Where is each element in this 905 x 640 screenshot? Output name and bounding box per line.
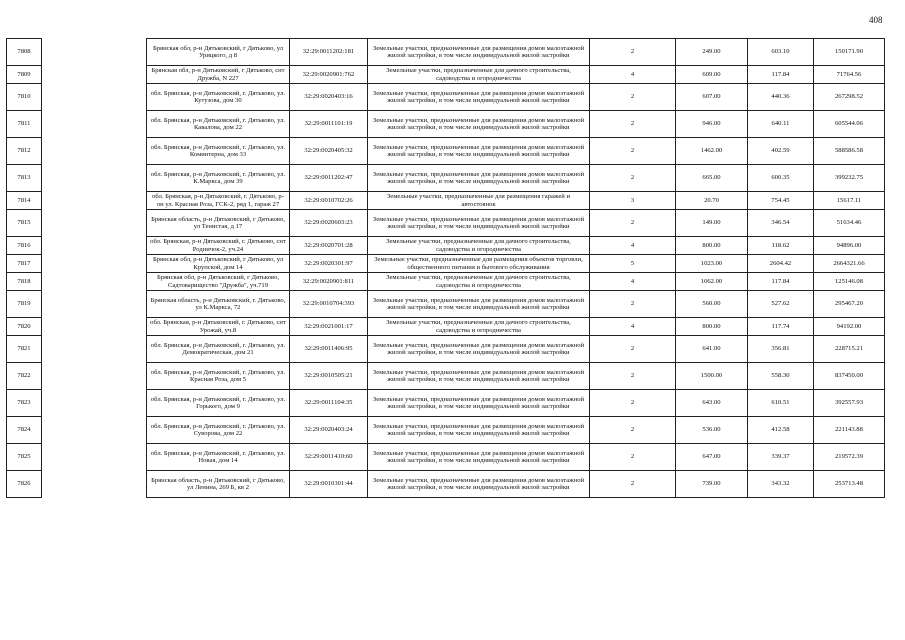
address-cell: Брянская область, р-н Дятьковский, г Дятьково, ул Ленина, 269 Б, кв 2 [147,471,290,498]
land-purpose-cell: Земельные участки, предназначенные для размещения домов малоэтажной жилой застройки, в том числе индивидуальной жилой застройки [368,444,590,471]
land-purpose-cell: Земельные участки, предназначенные для дачного строительства, садоводства и огородничества [368,237,590,255]
purpose-group-cell: 5 [590,255,676,273]
gap-cell [42,390,147,417]
area-cell: 665.00 [676,165,748,192]
gap-cell [42,138,147,165]
table-row [7,291,885,318]
purpose-group-cell: 2 [590,471,676,498]
cadastral-number-cell: 32:29:0010702:26 [290,192,368,210]
cadastral-value-table [6,38,885,498]
specific-value-cell: 640.11 [748,111,814,138]
area-cell: 800.00 [676,318,748,336]
purpose-group-cell: 2 [590,336,676,363]
area-cell: 739.00 [676,471,748,498]
area-cell: 1062.00 [676,273,748,291]
row-number: 7824 [7,417,42,444]
cadastral-number-cell: 32:29:0021001:17 [290,318,368,336]
cadastral-number-cell: 32:29:0011410:60 [290,444,368,471]
land-purpose-cell: Земельные участки, предназначенные для размещения домов малоэтажной жилой застройки, в том числе индивидуальной жилой застройки [368,111,590,138]
address-cell: обл. Брянская, р-н Дятьковский, г. Дятьково, ул. Кутузова, дом 30 [147,84,290,111]
land-purpose-cell: Земельные участки, предназначенные для дачного строительства, садоводства и огородничества [368,318,590,336]
land-purpose-cell: Земельные участки, предназначенные для размещения домов малоэтажной жилой застройки, в том числе индивидуальной жилой застройки [368,210,590,237]
address-cell: Брянская обл, р-н Дятьковский, г Дятьково, снт Дружба, N 227 [147,66,290,84]
purpose-group-cell: 2 [590,39,676,66]
gap-cell [42,210,147,237]
row-number: 7817 [7,255,42,273]
specific-value-cell: 412.58 [748,417,814,444]
address-cell: обл. Брянская, р-н Дятьковский, г. Дятьково, снт Родничок-2, уч.24 [147,237,290,255]
area-cell: 249.00 [676,39,748,66]
cadastral-value-cell: 837450.00 [814,363,885,390]
gap-cell [42,336,147,363]
purpose-group-cell: 4 [590,66,676,84]
table-row [7,192,885,210]
gap-cell [42,291,147,318]
specific-value-cell: 117.84 [748,273,814,291]
gap-cell [42,111,147,138]
address-cell: обл. Брянская, р-н Дятьковский, г. Дятьково, ул. Новая, дом 14 [147,444,290,471]
row-number: 7808 [7,39,42,66]
specific-value-cell: 527.62 [748,291,814,318]
address-cell: обл. Брянская, р-н Дятьковский, г. Дятьково, ул. Коминтерна, дом 33 [147,138,290,165]
table-row [7,237,885,255]
cadastral-number-cell: 32:29:0020701:28 [290,237,368,255]
cadastral-value-cell: 125146.08 [814,273,885,291]
row-number: 7810 [7,84,42,111]
cadastral-number-cell: 32:29:0011101:19 [290,111,368,138]
specific-value-cell: 402.59 [748,138,814,165]
row-number: 7811 [7,111,42,138]
cadastral-number-cell: 32:29:0020403:24 [290,417,368,444]
area-cell: 20.70 [676,192,748,210]
purpose-group-cell: 2 [590,363,676,390]
row-number: 7823 [7,390,42,417]
cadastral-value-cell: 392557.93 [814,390,885,417]
address-cell: обл. Брянская, р-н Дятьковский, г. Дятьково, ул. Кавалова, дом 22 [147,111,290,138]
area-cell: 1462.00 [676,138,748,165]
cadastral-value-cell: 605544.06 [814,111,885,138]
address-cell: Брянская область, р-н Дятьковский, г Дятьково, ул Тенистая, д 17 [147,210,290,237]
area-cell: 643.00 [676,390,748,417]
gap-cell [42,84,147,111]
cadastral-value-cell: 399232.75 [814,165,885,192]
cadastral-number-cell: 32:29:0020901:762 [290,66,368,84]
address-cell: обл. Брянская, р-н Дятьковский, г. Дятьково, ул. К.Маркса, дом 39 [147,165,290,192]
specific-value-cell: 2604.42 [748,255,814,273]
table-row [7,138,885,165]
row-number: 7822 [7,363,42,390]
specific-value-cell: 754.45 [748,192,814,210]
purpose-group-cell: 3 [590,192,676,210]
purpose-group-cell: 2 [590,390,676,417]
gap-cell [42,318,147,336]
row-number: 7821 [7,336,42,363]
row-number: 7820 [7,318,42,336]
area-cell: 607.00 [676,84,748,111]
area-cell: 609.00 [676,66,748,84]
purpose-group-cell: 4 [590,318,676,336]
purpose-group-cell: 2 [590,138,676,165]
area-cell: 946.00 [676,111,748,138]
cadastral-number-cell: 32:29:0010301:44 [290,471,368,498]
cadastral-value-cell: 2664321.66 [814,255,885,273]
gap-cell [42,444,147,471]
purpose-group-cell: 2 [590,165,676,192]
table-row [7,210,885,237]
specific-value-cell: 558.30 [748,363,814,390]
cadastral-number-cell: 32:29:0020301:97 [290,255,368,273]
area-cell: 647.00 [676,444,748,471]
address-cell: обл. Брянская, р-н Дятьковский, г. Дятьково, снт Урожай, уч.8 [147,318,290,336]
table-row [7,111,885,138]
purpose-group-cell: 2 [590,417,676,444]
cadastral-number-cell: 32:29:0011406:95 [290,336,368,363]
row-number: 7815 [7,210,42,237]
cadastral-value-cell: 94192.00 [814,318,885,336]
cadastral-number-cell: 32:29:0011202:47 [290,165,368,192]
area-cell: 560.00 [676,291,748,318]
cadastral-number-cell: 32:29:0020405:32 [290,138,368,165]
specific-value-cell: 610.51 [748,390,814,417]
gap-cell [42,39,147,66]
cadastral-value-cell: 228715.21 [814,336,885,363]
table-row [7,66,885,84]
specific-value-cell: 117.74 [748,318,814,336]
address-cell: Брянская обл, р-н Дятьковский, г Дятьково, ул Крупской, дом 14 [147,255,290,273]
land-purpose-cell: Земельные участки, предназначенные для размещения домов малоэтажной жилой застройки, в том числе индивидуальной жилой застройки [368,390,590,417]
land-purpose-cell: Земельные участки, предназначенные для размещения домов малоэтажной жилой застройки, в том числе индивидуальной жилой застройки [368,336,590,363]
cadastral-number-cell: 32:29:0011202:181 [290,39,368,66]
area-cell: 800.00 [676,237,748,255]
cadastral-number-cell: 32:29:0010505:21 [290,363,368,390]
cadastral-value-cell: 267298.52 [814,84,885,111]
cadastral-value-cell: 253713.48 [814,471,885,498]
cadastral-value-cell: 94896.00 [814,237,885,255]
table-row [7,336,885,363]
row-number: 7814 [7,192,42,210]
specific-value-cell: 440.36 [748,84,814,111]
row-number: 7819 [7,291,42,318]
purpose-group-cell: 4 [590,273,676,291]
address-cell: обл. Брянская, р-н Дятьковский, г. Дятьково, ул. Суворова, дом 22 [147,417,290,444]
row-number: 7825 [7,444,42,471]
land-purpose-cell: Земельные участки, предназначенные для дачного строительства, садоводства и огородничества [368,273,590,291]
address-cell: обл. Брянская, р-н Дятьковский, г. Дятьково, р-он ул. Красная Роза, ГСК-2, ряд 1, гараж 27 [147,192,290,210]
specific-value-cell: 356.81 [748,336,814,363]
area-cell: 641.00 [676,336,748,363]
table-row [7,390,885,417]
specific-value-cell: 600.35 [748,165,814,192]
table-row [7,444,885,471]
gap-cell [42,165,147,192]
cadastral-number-cell: 32:29:0020901:811 [290,273,368,291]
land-purpose-cell: Земельные участки, предназначенные для размещения домов малоэтажной жилой застройки, в том числе индивидуальной жилой застройки [368,84,590,111]
land-purpose-cell: Земельные участки, предназначенные для размещения домов малоэтажной жилой застройки, в том числе индивидуальной жилой застройки [368,363,590,390]
land-purpose-cell: Земельные участки, предназначенные для размещения объектов торговли, общественного питания и бытового обслуживания [368,255,590,273]
table-row [7,255,885,273]
purpose-group-cell: 2 [590,291,676,318]
table-row [7,318,885,336]
specific-value-cell: 603.10 [748,39,814,66]
specific-value-cell: 343.32 [748,471,814,498]
cadastral-value-cell: 219572.39 [814,444,885,471]
cadastral-value-cell: 221143.88 [814,417,885,444]
table-body [7,39,885,498]
row-number: 7818 [7,273,42,291]
specific-value-cell: 339.37 [748,444,814,471]
specific-value-cell: 117.84 [748,66,814,84]
gap-cell [42,363,147,390]
area-cell: 536.00 [676,417,748,444]
purpose-group-cell: 2 [590,111,676,138]
table-row [7,363,885,390]
cadastral-number-cell: 32:29:0020603:23 [290,210,368,237]
area-cell: 149.00 [676,210,748,237]
specific-value-cell: 118.62 [748,237,814,255]
address-cell: Брянская область, р-н Дятьковский, г. Дятьково, ул К.Маркса, 72 [147,291,290,318]
purpose-group-cell: 2 [590,84,676,111]
land-purpose-cell: Земельные участки, предназначенные для размещения домов малоэтажной жилой застройки, в том числе индивидуальной жилой застройки [368,471,590,498]
address-cell: Брянская обл, р-н Дятьковский, г Дятьково, ул Урицкого, д 8 [147,39,290,66]
address-cell: обл. Брянская, р-н Дятьковский, г. Дятьково, ул. Демократическая, дом 21 [147,336,290,363]
area-cell: 1500.00 [676,363,748,390]
gap-cell [42,192,147,210]
cadastral-value-cell: 295467.20 [814,291,885,318]
cadastral-number-cell: 32:29:0011104:35 [290,390,368,417]
cadastral-value-cell: 71764.56 [814,66,885,84]
row-number: 7812 [7,138,42,165]
gap-cell [42,255,147,273]
purpose-group-cell: 2 [590,444,676,471]
table-row [7,471,885,498]
cadastral-number-cell: 32:29:0010704:393 [290,291,368,318]
address-cell: обл. Брянская, р-н Дятьковский, г. Дятьково, ул. Горького, дом 9 [147,390,290,417]
purpose-group-cell: 4 [590,237,676,255]
land-purpose-cell: Земельные участки, предназначенные для дачного строительства, садоводства и огородничества [368,66,590,84]
table-row [7,273,885,291]
specific-value-cell: 346.54 [748,210,814,237]
row-number: 7826 [7,471,42,498]
area-cell: 1023.00 [676,255,748,273]
land-purpose-cell: Земельные участки, предназначенные для размещения гаражей и автостоянок [368,192,590,210]
cadastral-value-cell: 15617.11 [814,192,885,210]
table-row [7,84,885,111]
row-number: 7809 [7,66,42,84]
row-number: 7813 [7,165,42,192]
address-cell: Брянская обл, р-н Дятьковский, г Дятьково, Садтоварищество "Дружба", уч.719 [147,273,290,291]
table-row [7,39,885,66]
gap-cell [42,273,147,291]
gap-cell [42,237,147,255]
land-purpose-cell: Земельные участки, предназначенные для размещения домов малоэтажной жилой застройки, в том числе индивидуальной жилой застройки [368,291,590,318]
cadastral-value-cell: 588586.58 [814,138,885,165]
cadastral-value-cell: 51634.46 [814,210,885,237]
gap-cell [42,471,147,498]
row-number: 7816 [7,237,42,255]
purpose-group-cell: 2 [590,210,676,237]
land-purpose-cell: Земельные участки, предназначенные для размещения домов малоэтажной жилой застройки, в том числе индивидуальной жилой застройки [368,417,590,444]
address-cell: обл. Брянская, р-н Дятьковский, г. Дятьково, ул. Красная Роза, дом 5 [147,363,290,390]
land-purpose-cell: Земельные участки, предназначенные для размещения домов малоэтажной жилой застройки, в том числе индивидуальной жилой застройки [368,165,590,192]
cadastral-number-cell: 32:29:0020403:16 [290,84,368,111]
land-purpose-cell: Земельные участки, предназначенные для размещения домов малоэтажной жилой застройки, в том числе индивидуальной жилой застройки [368,138,590,165]
table-row [7,165,885,192]
gap-cell [42,417,147,444]
gap-cell [42,66,147,84]
land-purpose-cell: Земельные участки, предназначенные для размещения домов малоэтажной жилой застройки, в том числе индивидуальной жилой застройки [368,39,590,66]
cadastral-value-cell: 150171.90 [814,39,885,66]
table-row [7,417,885,444]
page-number: 408 [869,15,883,25]
